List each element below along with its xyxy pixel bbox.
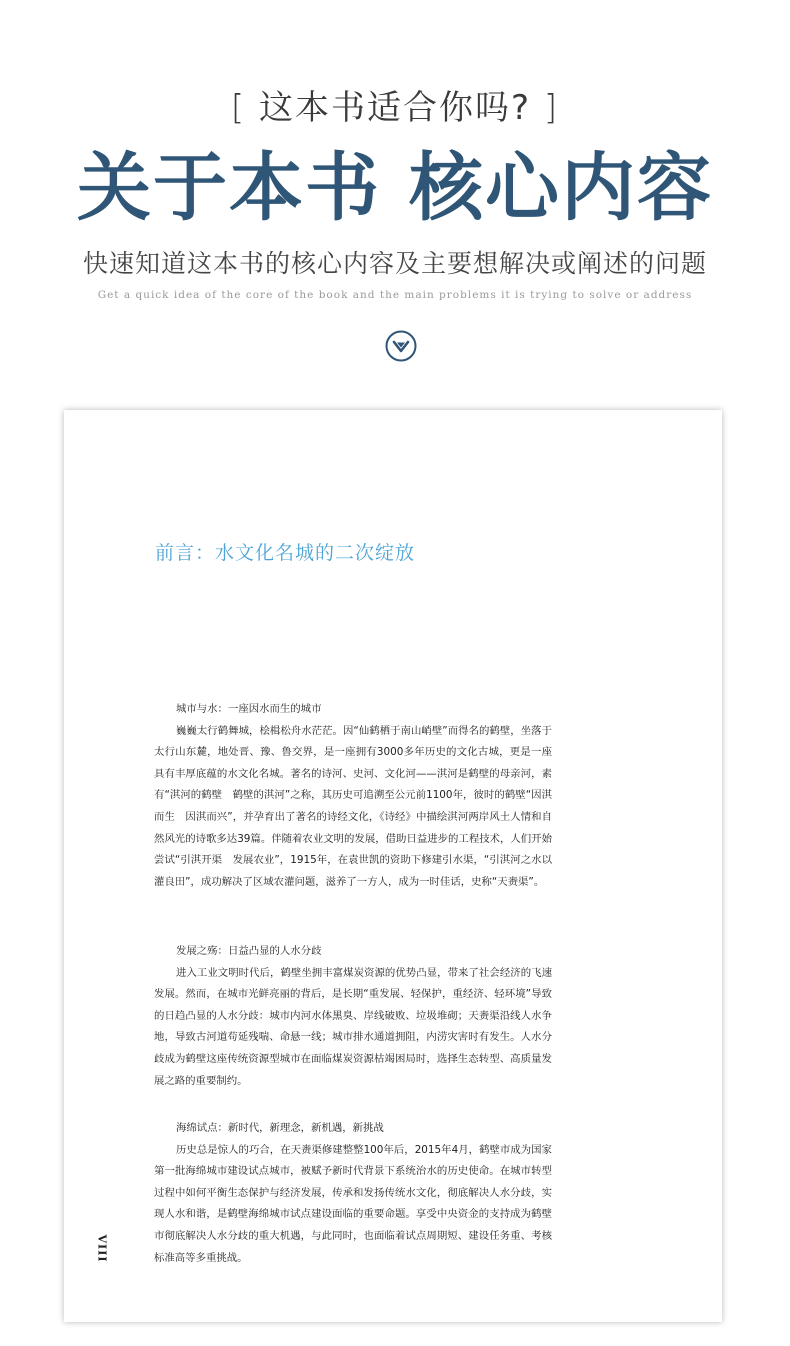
bracket-left: [: [230, 88, 247, 128]
section-development: [154, 941, 552, 1092]
section-body: 巍巍太行鹤舞城，桧楫松舟水茫茫。因“仙鹤栖于南山峭壁”而得名的鹤壁，坐落于太行山东麓，地处晋、豫、鲁交界，是一座拥有3000多年历史的文化古城，更是一座具有丰厚底蕴的水文化名城。著名的诗河、史河、文化河——淇河是鹤壁的母亲河，素有“淇河的鹤壁 鹤壁的淇河”之称，其历史可追溯至公元前1100年，彼时的鹤壁“因淇而生 因淇而兴”，并孕育出了著名的诗经文化，《诗经》中描绘淇河两岸风土人情和自然风光的诗歌多达39篇。伴随着农业文明的发展，借助日益进步的工程技术，人们开始尝试“引淇开渠 发展农业”，1915年，在袁世凯的资助下修建引水渠，“引淇河之水以灌良田”，成功解决了区域农灌问题，滋养了一方人，成为一时佳话，史称“天赉渠”。: [154, 724, 552, 888]
section-title: 海绵试点：新时代，新理念，新机遇，新挑战: [176, 1122, 384, 1134]
title-part-2: 核心内容: [409, 145, 713, 231]
title-part-1: 关于本书: [77, 145, 381, 231]
bracket-right: ]: [543, 88, 560, 128]
section-body: 历史总是惊人的巧合，在天赉渠修建整整100年后，2015年4月，鹤壁市成为国家第一批海绵城市建设试点城市，被赋予新时代背景下系统治水的历史使命。在城市转型过程中如何平衡生态保护与经济发展，传承和发扬传统水文化，彻底解决人水分歧，实现人水和谐，是鹤壁海绵城市试点建设面临的重要命题。享受中央资金的支持成为鹤壁市彻底解决人水分歧的重大机遇，与此同时，也面临着试点周期短、建设任务重、考核标准高等多重挑战。: [154, 1143, 552, 1264]
subtitle-chinese: 快速知道这本书的核心内容及主要想解决或阐述的问题: [82, 249, 707, 278]
section-body: 进入工业文明时代后，鹤壁坐拥丰富煤炭资源的优势凸显，带来了社会经济的飞速发展。然而，在城市光鲜亮丽的背后，是长期“重发展、轻保护，重经济、轻环境”导致的日趋凸显的人水分歧：城市内河水体黑臭、岸线破败、垃圾堆砌；天赉渠沿线人水争地，导致古河道苟延残喘、命悬一线；城市排水通道拥阻，内涝灾害时有发生。人水分歧成为鹤壁这座传统资源型城市在面临煤炭资源枯竭困局时，选择生态转型、高质量发展之路的重要制约。: [154, 966, 552, 1087]
section-title: 发展之殇：日益凸显的人水分歧: [176, 945, 322, 957]
section-sponge-pilot: [154, 1118, 552, 1269]
section-title: 城市与水：一座因水而生的城市: [176, 703, 322, 715]
section-city-and-water: [154, 699, 552, 893]
tagline-text: 这本书适合你吗?: [258, 88, 532, 128]
page-number: VIII: [95, 1234, 109, 1263]
header-tagline: [0, 80, 790, 129]
chevron-down-circle-icon: [385, 330, 417, 362]
book-page-preview: [64, 410, 722, 1322]
page-heading: 前言：水文化名城的二次绽放: [155, 542, 416, 564]
subtitle-english: Get a quick idea of the core of the book and the main problems it is trying to solve or address: [97, 289, 693, 301]
page-title: [0, 146, 790, 230]
